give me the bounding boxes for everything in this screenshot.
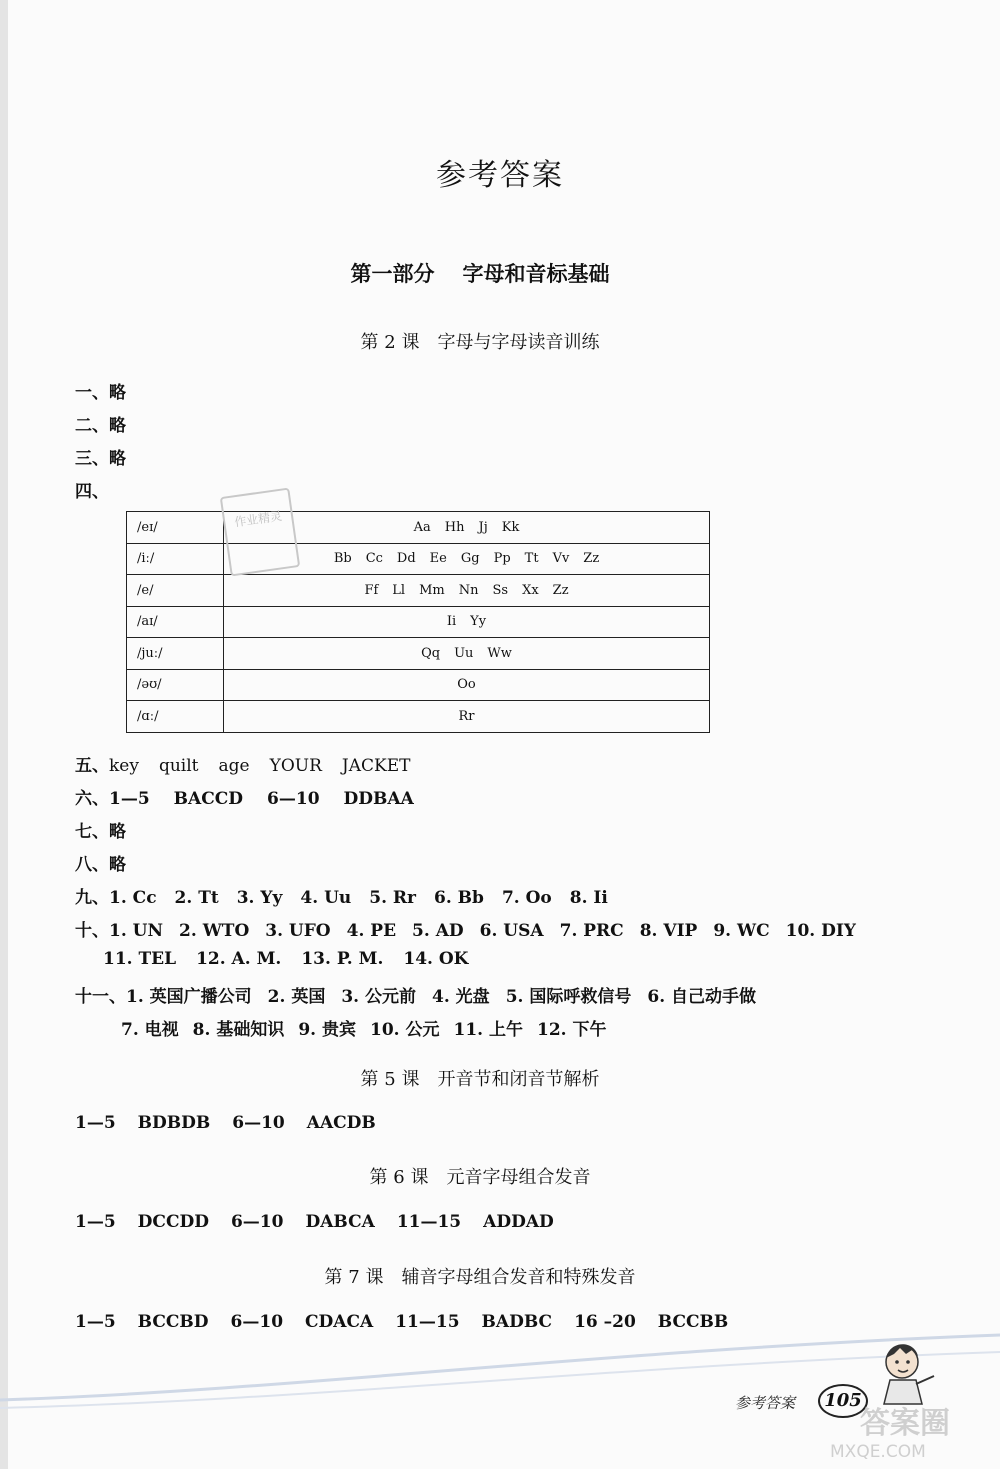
answer-item: 9. 贵宾 (298, 1020, 357, 1040)
answer-item: 11—15 (395, 1312, 460, 1332)
answer-item: YOUR (269, 756, 322, 776)
page-spine (0, 0, 8, 1469)
letter-pair: Pp (493, 551, 511, 567)
answer-item: CDACA (305, 1312, 374, 1332)
letter-pair: Ss (492, 582, 509, 598)
phonetic-letters (224, 512, 710, 544)
answer-item: AACDB (306, 1113, 376, 1133)
answer-item: 14. OK (403, 949, 469, 969)
phonetic-row (127, 701, 710, 733)
answer-11-cont (121, 1015, 607, 1040)
answer-item: quilt (158, 756, 199, 776)
letter-pair: Yy (470, 614, 487, 630)
answer-item: 7. 电视 (121, 1020, 179, 1040)
letter-pair: Oo (457, 677, 476, 693)
answer-item: DABCA (305, 1212, 375, 1232)
letter-pair: Ii (446, 614, 457, 630)
answer-8: 八、略 (75, 855, 126, 875)
answer-10-cont (103, 949, 468, 969)
answer-item: 1—5 (109, 789, 150, 809)
phonetic-row (127, 638, 710, 670)
answer-item: 10. DIY (785, 921, 856, 941)
answer-item: age (218, 756, 250, 776)
answer-item: 6. 自己动手做 (647, 987, 757, 1007)
page-title: 参考答案 (436, 158, 564, 193)
answer-item: 7. Oo (501, 888, 552, 908)
answer-10: 十、1. UN 2. WTO 3. UFO 4. PE 5. AD 6. USA 7. PRC 8. VIP 9. WC 10. DIY (75, 921, 856, 941)
answer-item: 6—10 (267, 789, 320, 809)
phonetic-letters (224, 638, 710, 670)
phonetic-letters (224, 701, 710, 733)
answer-item: JACKET (341, 756, 411, 776)
answer-item: 1. UN (109, 921, 164, 941)
answer-item: 4. 光盘 (432, 987, 490, 1007)
answer-item: 4. PE (346, 921, 397, 941)
letter-pair: Dd (396, 551, 416, 567)
part-name: 字母和音标基础 (462, 262, 610, 286)
answer-item: BACCD (173, 789, 244, 809)
lesson-6-answers (75, 1212, 554, 1232)
lesson-5-heading: 第 5 课 开音节和闭音节解析 (360, 1069, 600, 1090)
answer-item: 4. Uu (300, 888, 352, 908)
answer-item: 3. Yy (236, 888, 283, 908)
answer-2: 二、略 (75, 416, 126, 436)
answer-4: 四、 (75, 482, 109, 502)
phonetic-symbol: /ɑː/ (127, 701, 224, 733)
answer-item: 12. 下午 (537, 1020, 607, 1040)
part-heading (0, 258, 960, 288)
answer-item: 8. Ii (569, 888, 608, 908)
letter-pair: Uu (454, 645, 474, 661)
answer-item: 1—5 (75, 1212, 116, 1232)
answer-item: 2. Tt (174, 888, 219, 908)
letter-pair: Ll (392, 582, 406, 598)
phonetic-table (126, 511, 710, 733)
answer-item: 1—5 (75, 1312, 116, 1332)
letter-pair: Xx (522, 582, 539, 598)
phonetic-symbol: /aɪ/ (127, 606, 224, 638)
phonetic-symbol: /iː/ (127, 543, 224, 575)
lesson-name: 字母与字母读音训练 (437, 332, 600, 353)
answer-item: 6. USA (479, 921, 544, 941)
phonetic-letters (224, 575, 710, 607)
answer-item: 5. 国际呼救信号 (505, 987, 632, 1007)
answer-item: 12. A. M. (196, 949, 282, 969)
answer-item: 1. 英国广播公司 (126, 987, 252, 1007)
answer-item: 8. 基础知识 (192, 1020, 285, 1040)
answer-6: 六、1—5 BACCD 6—10 DDBAA (75, 789, 414, 809)
lesson-5-answers (75, 1113, 376, 1133)
letter-pair: Nn (458, 582, 479, 598)
answer-1: 一、略 (75, 383, 126, 403)
answer-item: 11. 上午 (453, 1020, 524, 1040)
answer-item: 10. 公元 (370, 1020, 440, 1040)
watermark-stamp: 作业精灵 (220, 488, 300, 577)
phonetic-row (127, 512, 710, 544)
letter-pair: Hh (444, 519, 465, 535)
answer-item: 5. Rr (369, 888, 417, 908)
answer-item: DCCDD (137, 1212, 209, 1232)
answer-item: 6—10 (232, 1113, 285, 1133)
watermark-url: MXQE.COM (830, 1442, 926, 1462)
answer-item: 6—10 (230, 1312, 284, 1332)
answer-item: BCCBD (137, 1312, 209, 1332)
answer-item: 8. VIP (639, 921, 698, 941)
watermark-logo: 答案圈 (860, 1406, 950, 1441)
phonetic-symbol: /eɪ/ (127, 512, 224, 544)
answer-item: 3. 公元前 (341, 987, 417, 1007)
letter-pair: Aa (413, 519, 431, 535)
answer-item: 5. AD (412, 921, 464, 941)
letter-pair: Bb (333, 551, 352, 567)
phonetic-row (127, 606, 710, 638)
lesson-7-heading: 第 7 课 辅音字母组合发音和特殊发音 (324, 1267, 636, 1288)
answer-item: 3. UFO (265, 921, 331, 941)
letter-pair: Ww (487, 645, 512, 661)
part-label: 第一部分 (350, 262, 435, 286)
phonetic-letters (224, 669, 710, 701)
answer-9: 九、1. Cc 2. Tt 3. Yy 4. Uu 5. Rr 6. Bb 7. Oo 8. Ii (75, 888, 608, 908)
footer-label: 参考答案 (735, 1394, 796, 1412)
phonetic-symbol: /juː/ (127, 638, 224, 670)
lesson-2-heading (0, 328, 960, 354)
letter-pair: Mm (419, 582, 445, 598)
letter-pair: Jj (478, 519, 488, 535)
letter-pair: Kk (501, 519, 520, 535)
letter-pair: Cc (365, 551, 383, 567)
answer-item: 13. P. M. (301, 949, 384, 969)
answer-item: 16 –20 (574, 1312, 636, 1332)
phonetic-letters (224, 606, 710, 638)
answer-item: 9. WC (713, 921, 770, 941)
letter-pair: Vv (552, 551, 570, 567)
answer-3: 三、略 (75, 449, 126, 469)
lesson-label: 第 2 课 (360, 332, 420, 353)
phonetic-row (127, 575, 710, 607)
lesson-6-heading: 第 6 课 元音字母组合发音 (369, 1167, 591, 1188)
answer-item: ADDAD (483, 1212, 554, 1232)
phonetic-row (127, 669, 710, 701)
phonetic-row (127, 543, 710, 575)
answer-item: 11—15 (396, 1212, 462, 1232)
answer-item: 1—5 (75, 1113, 116, 1133)
answer-item: BCCBB (657, 1312, 729, 1332)
lesson-7-answers (75, 1312, 728, 1332)
letter-pair: Ff (364, 582, 379, 598)
answer-5: 五、key quilt age YOUR JACKET (75, 756, 411, 776)
letter-pair: Rr (458, 708, 475, 724)
page-number: 105 (818, 1384, 868, 1418)
answer-11: 十一、1. 英国广播公司 2. 英国 3. 公元前 4. 光盘 5. 国际呼救信号 6. 自己动手做 (75, 987, 757, 1007)
letter-pair: Tt (524, 551, 539, 567)
answer-item: BDBDB (137, 1113, 211, 1133)
letter-pair: Zz (552, 582, 569, 598)
answer-item: 2. 英国 (267, 987, 326, 1007)
answer-item: BADBC (481, 1312, 553, 1332)
letter-pair: Ee (429, 551, 447, 567)
answer-item: key (109, 756, 139, 776)
answer-item: 11. TEL (103, 949, 177, 969)
answer-item: DDBAA (343, 789, 414, 809)
phonetic-symbol: /e/ (127, 575, 224, 607)
letter-pair: Qq (421, 645, 441, 661)
phonetic-symbol: /əʊ/ (127, 669, 224, 701)
answer-7: 七、略 (75, 822, 126, 842)
answer-item: 7. PRC (559, 921, 624, 941)
letter-pair: Zz (583, 551, 600, 567)
answer-item: 2. WTO (179, 921, 250, 941)
answer-item: 6. Bb (434, 888, 484, 908)
letter-pair: Gg (460, 551, 480, 567)
answer-item: 6—10 (230, 1212, 284, 1232)
answer-item: 1. Cc (109, 888, 157, 908)
